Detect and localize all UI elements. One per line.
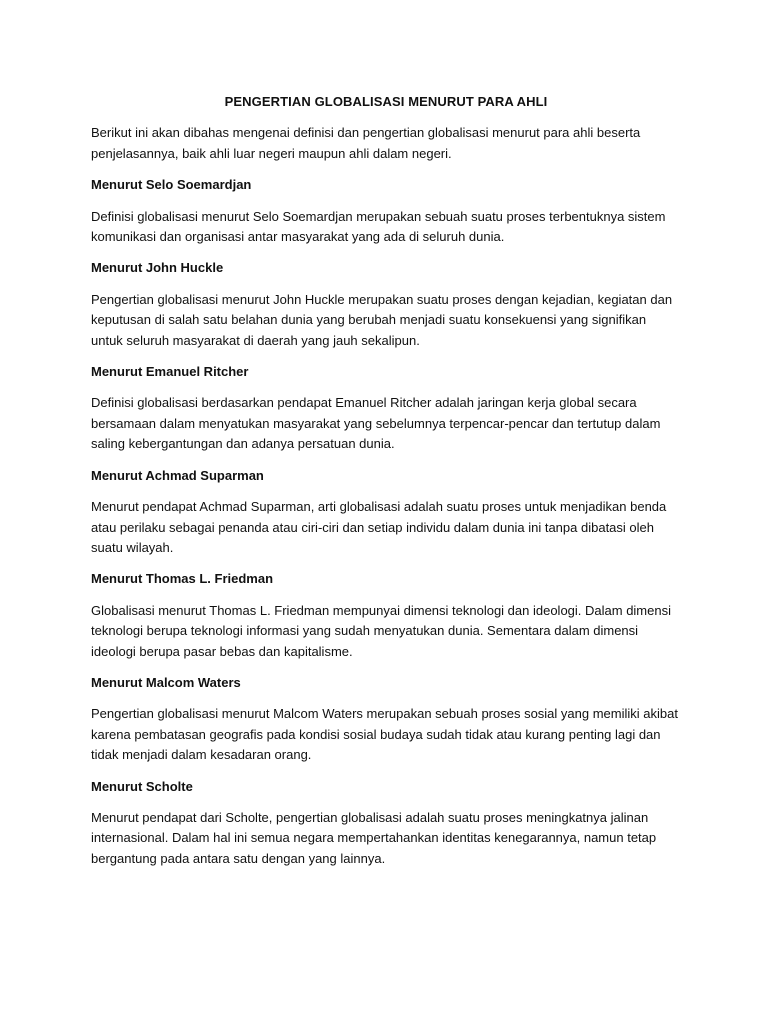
section-heading: Menurut John Huckle: [91, 260, 224, 276]
section-body: Pengertian globalisasi menurut John Huckle merupakan suatu proses dengan kejadian, kegiatan dan keputusan di salah satu belahan dunia yang berubah menjadi suatu konsekuensi yang signifikan untuk seluruh masyarakat di daerah yang jauh sekalipun.: [91, 291, 673, 348]
section-heading: Menurut Emanuel Ritcher: [91, 364, 249, 380]
document-title: PENGERTIAN GLOBALISASI MENURUT PARA AHLI: [224, 94, 548, 109]
section-body: Menurut pendapat Achmad Suparman, arti globalisasi adalah suatu proses untuk menjadikan benda atau perilaku sebagai penanda atau ciri-ciri dan setiap individu dalam dunia ini tanpa dibatasi oleh suatu wilayah.: [91, 499, 667, 555]
document-page: [91, 92, 681, 880]
section-achmad-suparman: [91, 466, 681, 559]
section-heading: Menurut Selo Soemardjan: [91, 177, 252, 193]
section-john-huckle: [91, 258, 681, 351]
section-malcom-waters: [91, 673, 681, 766]
section-body: Definisi globalisasi berdasarkan pendapat Emanuel Ritcher adalah jaringan kerja global secara bersamaan dalam menyatukan masyarakat yang sebelumnya terpencar-pencar dan tertutup dalam saling kebergantungan dan adanya persatuan dunia.: [91, 395, 661, 452]
section-thomas-friedman: [91, 569, 681, 662]
section-body: Definisi globalisasi menurut Selo Soemardjan merupakan sebuah suatu proses terbentuknya sistem komunikasi dan organisasi antar masyarakat yang ada di seluruh dunia.: [91, 208, 666, 245]
section-heading: Menurut Thomas L. Friedman: [91, 571, 274, 587]
section-heading: Menurut Achmad Suparman: [91, 467, 264, 483]
section-heading: Menurut Scholte: [91, 778, 193, 794]
section-body: Globalisasi menurut Thomas L. Friedman mempunyai dimensi teknologi dan ideologi. Dalam dimensi teknologi berupa teknologi informasi yang sudah menyatukan dunia. Sementara dalam dimensi ideologi berupa pasar bebas dan kapitalisme.: [91, 602, 671, 659]
intro-paragraph: Berikut ini akan dibahas mengenai definisi dan pengertian globalisasi menurut para ahli beserta penjelasannya, baik ahli luar negeri maupun ahli dalam negeri.: [91, 125, 641, 161]
section-heading: Menurut Malcom Waters: [91, 674, 241, 690]
section-selo-soemardjan: [91, 175, 681, 247]
section-body: Pengertian globalisasi menurut Malcom Waters merupakan sebuah proses sosial yang memiliki akibat karena pembatasan geografis pada kondisi sosial budaya sudah tidak atau kurang penting lagi dan tidak menjadi dalam kesadaran orang.: [91, 706, 678, 763]
section-scholte: [91, 777, 681, 870]
section-body: Menurut pendapat dari Scholte, pengertian globalisasi adalah suatu proses meningkatnya jalinan internasional. Dalam hal ini semua negara mempertahankan identitas kenegarannya, namun tetap bergantung pada antara satu dengan yang lainnya.: [91, 809, 657, 866]
section-emanuel-ritcher: [91, 362, 681, 455]
